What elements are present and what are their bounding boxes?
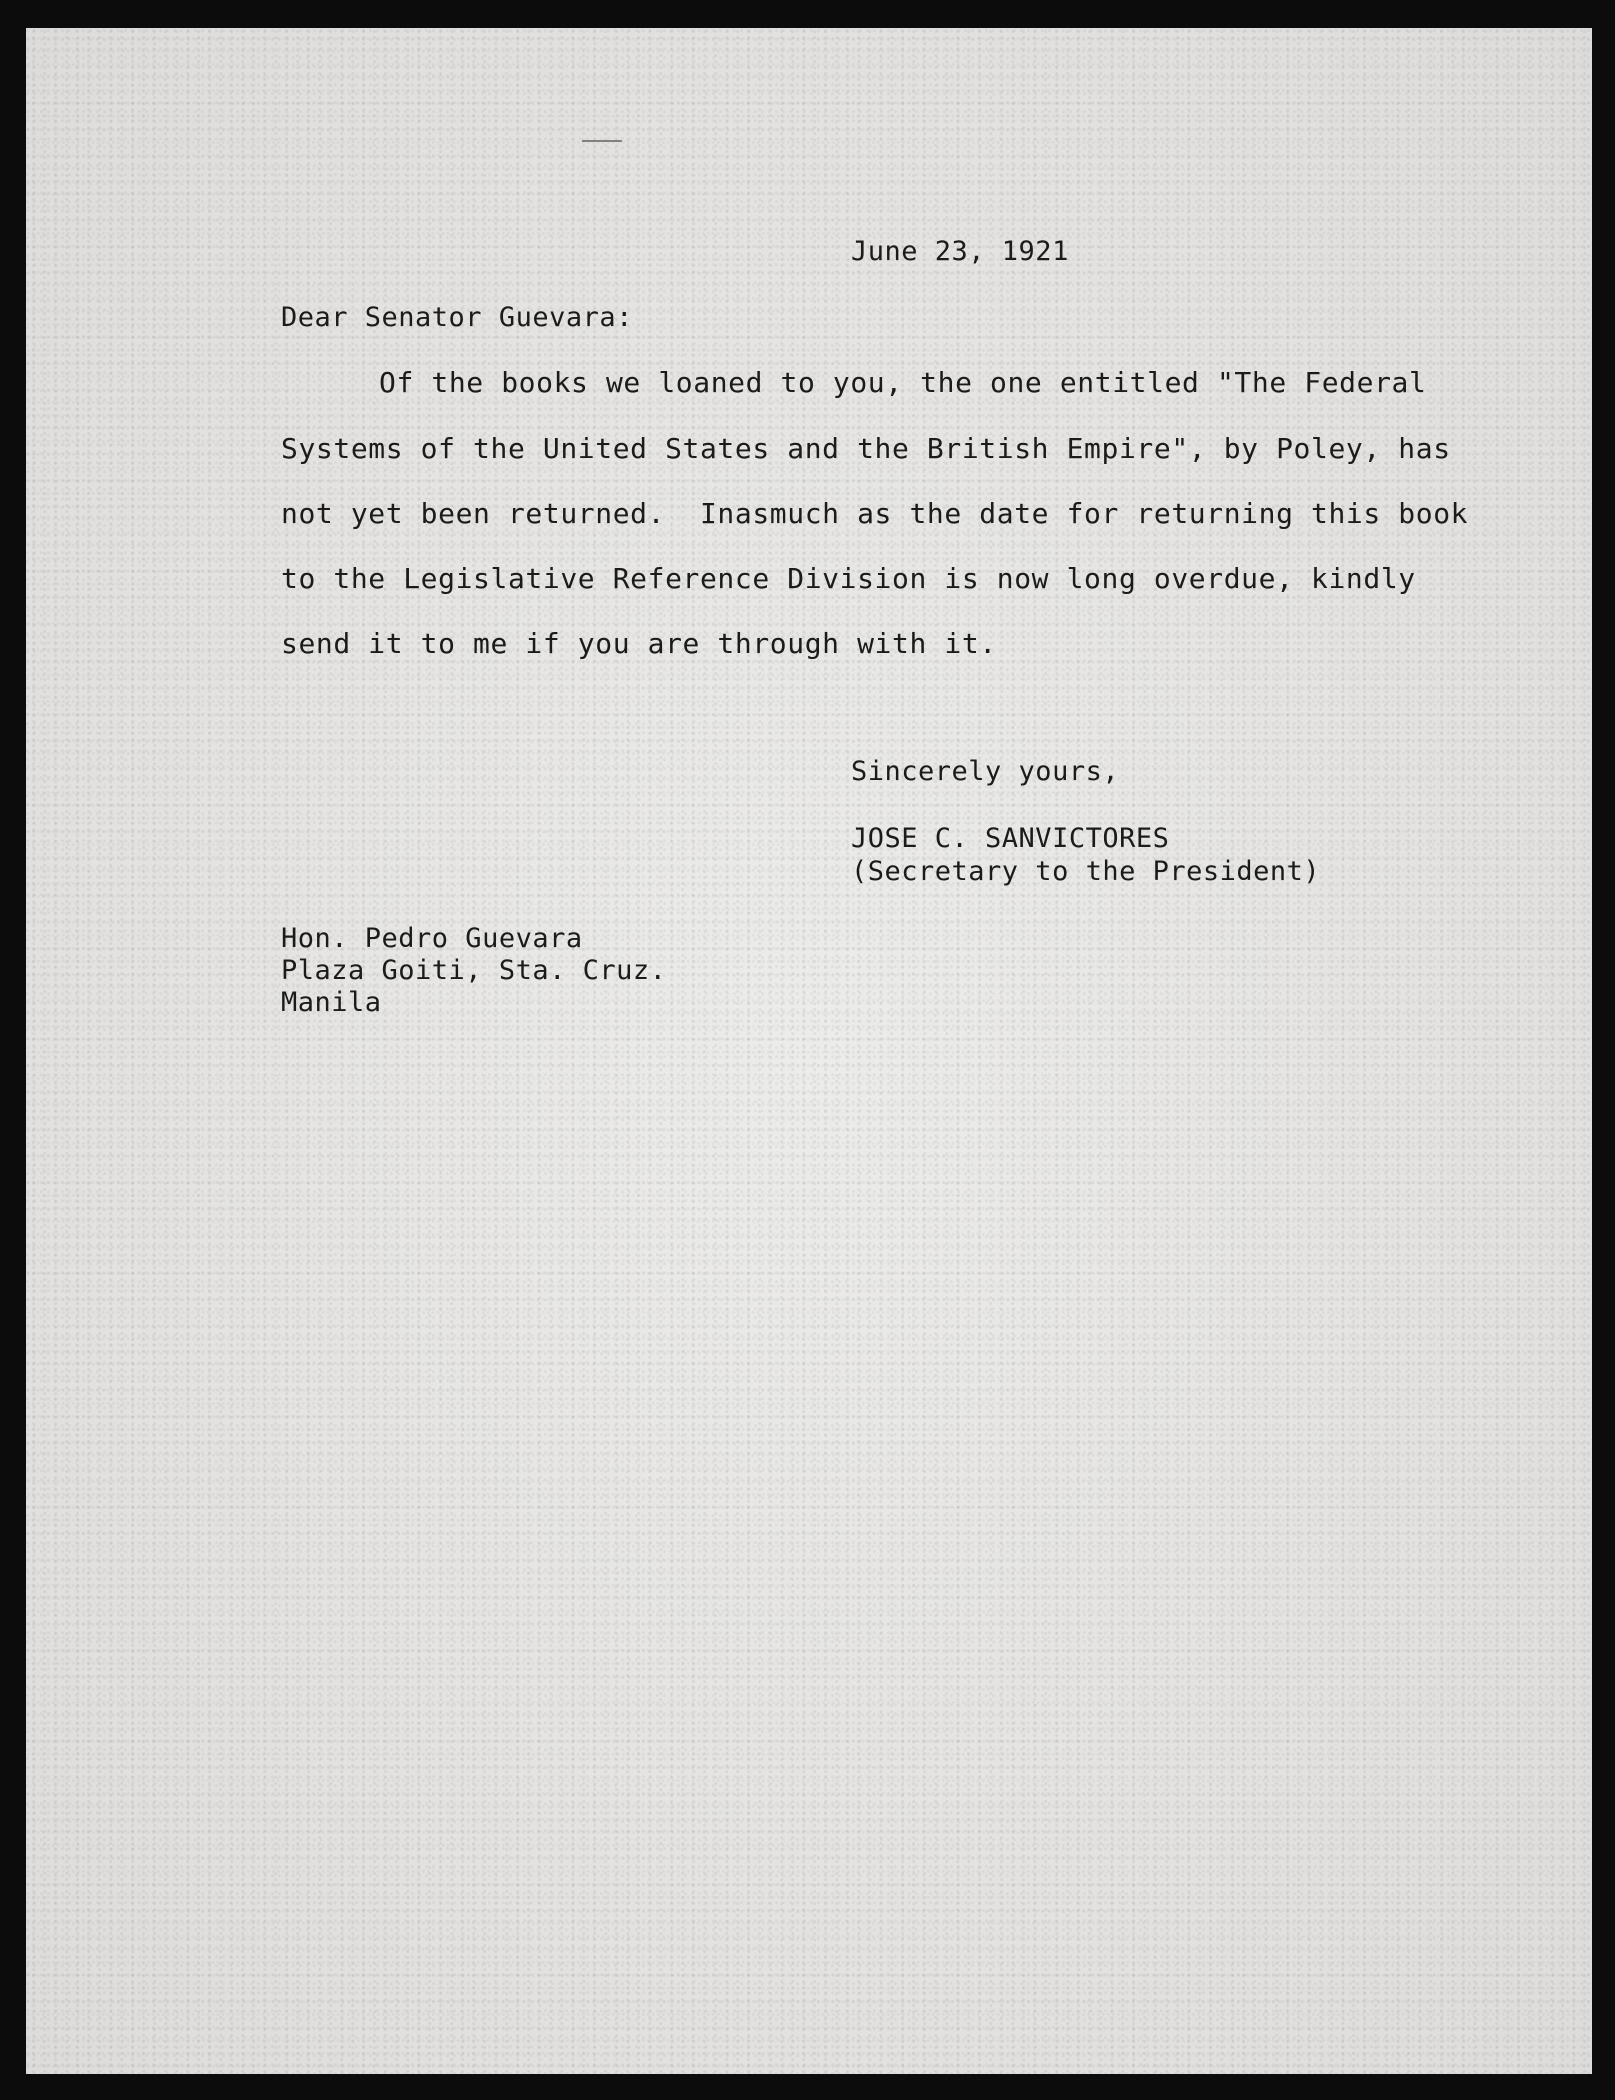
addressee-name: Hon. Pedro Guevara xyxy=(281,923,583,954)
body-line-3: not yet been returned. Inasmuch as the date for returning this book xyxy=(281,497,1469,530)
signer-name: JOSE C. SANVICTORES xyxy=(851,823,1170,854)
closing: Sincerely yours, xyxy=(851,756,1120,787)
letter-page xyxy=(26,28,1592,2074)
salutation: Dear Senator Guevara: xyxy=(281,302,633,333)
signer-title: (Secretary to the President) xyxy=(851,856,1321,887)
body-line-1: Of the books we loaned to you, the one entitled "The Federal xyxy=(379,366,1427,399)
ink-mark xyxy=(582,140,622,142)
addressee-street: Plaza Goiti, Sta. Cruz. xyxy=(281,955,667,986)
body-line-4: to the Legislative Reference Division is now long overdue, kindly xyxy=(281,562,1416,595)
addressee-city: Manila xyxy=(281,987,382,1018)
letter-date: June 23, 1921 xyxy=(851,236,1069,267)
body-line-2: Systems of the United States and the British Empire", by Poley, has xyxy=(281,432,1451,465)
body-line-5: send it to me if you are through with it. xyxy=(281,627,997,660)
